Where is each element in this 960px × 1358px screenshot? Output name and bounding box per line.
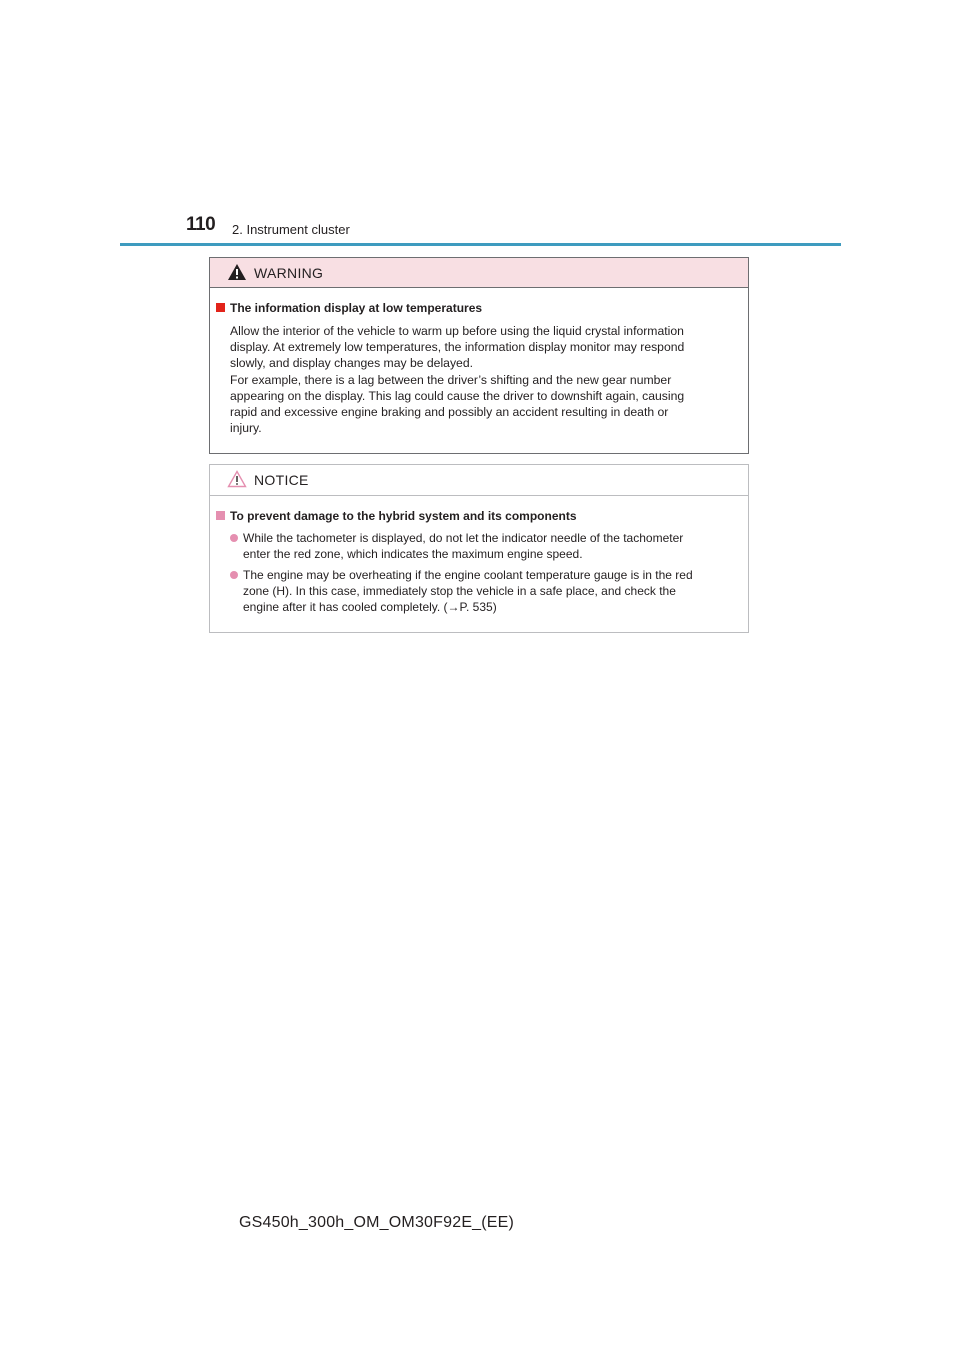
warning-line: slowly, and display changes may be delayed. — [230, 356, 473, 371]
notice-label: NOTICE — [254, 472, 309, 488]
section-title: 2. Instrument cluster — [232, 222, 350, 237]
warning-item-title: The information display at low temperatures — [216, 301, 482, 315]
bullet-line: enter the red zone, which indicates the maximum engine speed. — [243, 547, 583, 562]
notice-bullet — [230, 567, 744, 616]
bullet-line: zone (H). In this case, immediately stop the vehicle in a safe place, and check the — [243, 584, 676, 599]
notice-item-title: To prevent damage to the hybrid system and its components — [216, 509, 577, 523]
warning-line: display. At extremely low temperatures, the information display monitor may respond — [230, 340, 685, 355]
warning-triangle-outline-icon — [227, 470, 247, 488]
warning-triangle-filled-icon — [227, 263, 247, 281]
warning-label: WARNING — [254, 265, 324, 281]
page-number: 110 — [186, 214, 216, 235]
pink-square-icon — [216, 511, 225, 520]
red-square-icon — [216, 303, 225, 312]
header-rule — [120, 243, 841, 246]
notice-header — [210, 465, 748, 496]
warning-box — [209, 257, 749, 454]
warning-line: injury. — [230, 421, 262, 436]
bullet-dot-icon — [230, 571, 238, 579]
bullet-line: The engine may be overheating if the engine coolant temperature gauge is in the red — [243, 568, 693, 582]
warning-header — [210, 258, 748, 288]
bullet-dot-icon — [230, 534, 238, 542]
warning-line: rapid and excessive engine braking and possibly an accident resulting in death or — [230, 405, 669, 420]
warning-line: appearing on the display. This lag could cause the driver to downshift again, causing — [230, 388, 685, 403]
warning-line: For example, there is a lag between the driver’s shifting and the new gear number — [230, 372, 672, 387]
notice-box — [209, 464, 749, 633]
document-code: GS450h_300h_OM_OM30F92E_(EE) — [239, 1214, 515, 1231]
bullet-line: While the tachometer is displayed, do not let the indicator needle of the tachometer — [243, 531, 684, 545]
warning-line: Allow the interior of the vehicle to warm up before using the liquid crystal information — [230, 324, 684, 338]
warning-paragraph — [230, 323, 740, 436]
bullet-line: engine after it has cooled completely. (→P. 535) — [243, 600, 497, 615]
notice-bullet — [230, 530, 744, 562]
